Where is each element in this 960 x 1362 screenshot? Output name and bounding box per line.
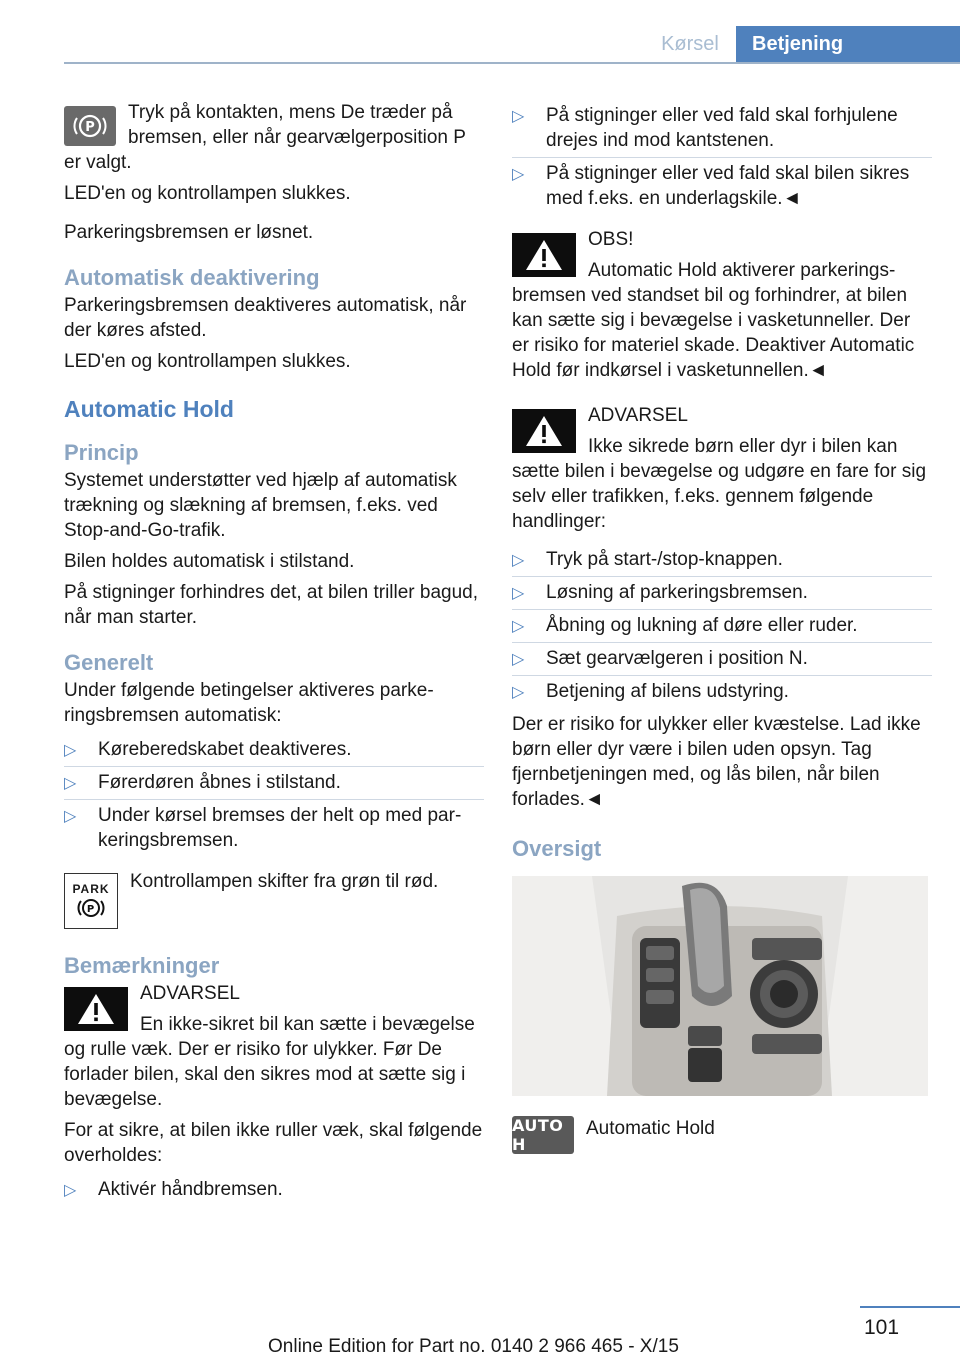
list-item-text: Betjening af bilens udstyring. <box>546 681 789 702</box>
list-item <box>512 157 932 215</box>
warning-text-2: Ikke sikrede børn eller dyr i bilen kan sætte bilen i bevægelse og udgøre en fare for sig selv eller trafikken, f.eks. gennem følgende handlinger: <box>512 436 927 532</box>
auto-deactivation-heading: Automatisk deaktivering <box>64 265 320 290</box>
release-instruction <box>64 100 484 181</box>
list-item <box>64 734 484 766</box>
release-text: Tryk på kontakten, mens De træder på bremsen, eller når gearvælgerposition P er valgt. <box>64 102 466 173</box>
secure-list <box>64 1174 484 1206</box>
list-item <box>512 609 932 642</box>
warning-block <box>64 981 484 1118</box>
list-item-text: Sæt gearvælgeren i position N. <box>546 648 808 669</box>
triangle-bullet-icon: ▷ <box>512 684 525 701</box>
auto-hold-legend <box>512 1110 932 1158</box>
triangle-bullet-icon: ▷ <box>512 108 525 125</box>
parking-brake-switch-icon <box>64 106 116 146</box>
triangle-bullet-icon: ▷ <box>64 775 77 792</box>
notes-heading: Bemærkninger <box>64 953 220 978</box>
led-off-text-2: LED'en og kontrollampen slukkes. <box>64 351 351 372</box>
list-item-text: Køreberedskabet deaktiveres. <box>98 739 352 760</box>
auto-hold-button-icon <box>512 1116 574 1154</box>
list-item <box>64 1174 484 1206</box>
list-item <box>512 642 932 675</box>
triangle-bullet-icon: ▷ <box>512 166 525 183</box>
triangle-bullet-icon: ▷ <box>512 585 525 602</box>
held-text: Bilen holdes automatisk i stilstand. <box>64 551 355 572</box>
warning-block-2 <box>512 403 932 540</box>
center-console-photo <box>512 876 928 1096</box>
left-column <box>64 100 484 1210</box>
auto-hold-label: AUTO H <box>512 1116 574 1154</box>
general-heading: Generelt <box>64 650 154 675</box>
principle-text: Systemet understøtter ved hjælp af automatisk trækning og slækning af bremsen, f.eks. ved Stop-and-Go-trafik. <box>64 470 457 541</box>
list-item-text: Aktivér håndbremsen. <box>98 1179 283 1200</box>
secure-text: For at sikre, at bilen ikke ruller væk, skal følgende overholdes: <box>64 1120 483 1166</box>
list-item-text: Løsning af parkeringsbremsen. <box>546 582 808 603</box>
warning-title-2: ADVARSEL <box>588 405 688 426</box>
overview-heading: Oversigt <box>512 836 602 861</box>
lamp-text: Kontrollampen skifter fra grøn til rød. <box>130 871 439 892</box>
warning-title: ADVARSEL <box>140 983 240 1004</box>
list-item-text: På stigninger eller ved fald skal forhjulene drejes ind mod kantstenen. <box>546 105 898 151</box>
principle-heading: Princip <box>64 440 139 465</box>
triangle-bullet-icon: ▷ <box>512 651 525 668</box>
edition-text: Online Edition for Part no. 0140 2 966 465 - X/15 <box>268 1336 679 1357</box>
auto-hold-caption: Automatic Hold <box>586 1118 715 1139</box>
warning-list <box>512 544 932 708</box>
triangle-bullet-icon: ▷ <box>64 808 77 825</box>
obs-title: OBS! <box>588 229 634 250</box>
obs-block <box>512 227 932 389</box>
svg-text:P: P <box>86 904 96 915</box>
general-list <box>64 734 484 857</box>
park-lamp-note <box>64 869 484 933</box>
warning-text: En ikke-sikret bil kan sætte i bevægelse og rulle væk. Der er risiko for ulykker. Før De forlader bilen, skal den sikres mod at sætte sig i bevægelse. <box>64 1014 475 1110</box>
page-number: 101 <box>864 1316 900 1339</box>
list-item <box>64 799 484 857</box>
footer-rule <box>860 1306 960 1308</box>
list-item-text: Tryk på start-/stop-knappen. <box>546 549 783 570</box>
list-item <box>512 576 932 609</box>
triangle-bullet-icon: ▷ <box>64 1182 77 1199</box>
list-item-text: Åbning og lukning af døre eller ruder. <box>546 615 858 636</box>
caution-triangle-icon <box>512 233 576 277</box>
header-rule <box>64 62 960 64</box>
list-item-text: Under kørsel bremses der helt op med parkeringsbremsen. <box>98 805 462 851</box>
brake-released-text: Parkeringsbremsen er løsnet. <box>64 222 314 243</box>
auto-deactivation-text: Parkeringsbremsen deaktiveres automatisk, når der køres afsted. <box>64 295 467 341</box>
svg-text:P: P <box>85 120 95 135</box>
warning-triangle-icon <box>64 987 128 1031</box>
right-column <box>512 100 932 1158</box>
incline-text: På stigninger forhindres det, at bilen triller bagud, når man starter. <box>64 582 479 628</box>
list-item-text: Førerdøren åbnes i stilstand. <box>98 772 341 793</box>
list-item <box>64 766 484 799</box>
list-item <box>512 100 932 157</box>
triangle-bullet-icon: ▷ <box>512 618 525 635</box>
incline-list <box>512 100 932 215</box>
list-item <box>512 675 932 708</box>
tab-korsel[interactable]: Kørsel <box>661 33 719 55</box>
triangle-bullet-icon: ▷ <box>64 742 77 759</box>
tab-betjening[interactable]: Betjening <box>736 26 960 62</box>
warning-triangle-icon <box>512 409 576 453</box>
list-item <box>512 544 932 576</box>
list-item-text: På stigninger eller ved fald skal bilen sikres med f.eks. en underlagskile.◄ <box>546 163 910 209</box>
triangle-bullet-icon: ▷ <box>512 552 525 569</box>
obs-text: Automatic Hold aktiverer parkeringsbremsen ved standset bil og forhindrer, at bilen kan sætte sig i bevægelse i vasketunneller. Der er risiko for materiel skade. Deaktiver Automatic Hold før indkørsel i vasketunnellen.◄ <box>512 260 915 381</box>
led-off-text: LED'en og kontrollampen slukkes. <box>64 183 351 204</box>
park-label: PARK <box>72 882 110 896</box>
risk-text: Der er risiko for ulykker eller kvæstelse. Lad ikke børn eller dyr være i bilen uden opsyn. Tag fjernbetjeningen med, og lås bilen, når bilen forlades.◄ <box>512 714 921 810</box>
park-indicator-icon <box>64 873 118 929</box>
automatic-hold-heading: Automatic Hold <box>64 396 234 422</box>
general-text: Under følgende betingelser aktiveres parkeringsbremsen automatisk: <box>64 680 434 726</box>
